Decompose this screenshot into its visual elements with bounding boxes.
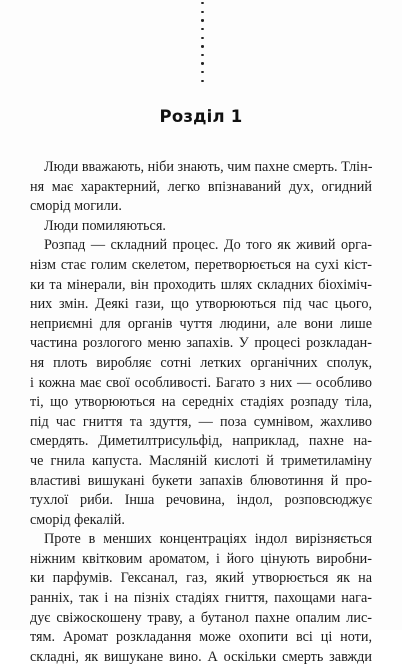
ornament-dot [201,19,204,21]
paragraph [30,217,372,237]
text-line: ня плоть виробляє сотні летких органічних сполук, [30,354,372,371]
text-line: че гнила капуста. Масляній кислоті й триметиламіну [30,452,372,469]
text-line: Розпад — складний процес. До того як живий орга- [44,237,372,254]
text-line: них змін. Деякі гази, що утворюються під час цього, [30,296,372,313]
text-line: частина розлогого меню запахів. У процесі розкладан- [30,335,372,352]
text-line: Люди вважають, ніби знають, чим пахне смерть. Тлін- [44,159,372,175]
ornament-dot [201,37,204,39]
text-line: ніжним квітковим ароматом, і його цінують виробни- [30,550,372,567]
text-line: тям. Аромат розкладання може охопити всі ці ноти, [30,629,372,646]
ornament-dot [201,80,204,82]
ornament-dot [201,11,204,13]
paragraph [30,236,372,530]
ornament-dot [201,28,204,30]
text-line: дує свіжоскошену траву, а бутанол пахне опалим лис- [30,609,372,626]
chapter-body [30,158,372,667]
text-line: під час гниття та здуття, — поза сумнівом, жахливо [30,413,372,430]
text-line: ки та мінерали, він проходить шлях складних біохіміч- [30,276,372,293]
text-line: ня має характерний, легко впізнаваний дух, огидний [30,178,372,195]
text-line: ки парфумів. Гексанал, газ, який утворюється як на [30,570,372,587]
text-line: смердять. Диметилтрисульфід, наприклад, пахне на- [30,433,372,450]
paragraph [30,158,372,217]
text-line: і кожна має свої особливості. Багато з них — особливо [30,374,372,391]
text-line: властиві вишукані букети запахів блювотиння й про- [30,472,372,489]
ornament-dot [201,2,204,4]
text-line: сморід фекалій. [30,511,125,528]
text-line: тухлої риби. Інша речовина, індол, розповсюджує [30,492,372,509]
text-line: нізм стає голим скелетом, перетворюється на сухі кіст- [30,256,372,273]
text-line: неприємні для органів чуття людини, але вони лише [30,315,372,332]
text-line: Проте в менших концентраціях індол вирізняється [44,531,372,548]
ornament-dots [200,0,204,82]
text-line: ранніх, так і на пізніх стадіях гниття, пахощами нага- [30,590,372,607]
text-line: Люди помиляються. [44,217,166,234]
text-line: складні, як вишукане вино. А оскільки смерть завжди [30,648,372,665]
ornament-dot [201,45,204,47]
ornament-dot [201,62,204,64]
chapter-title: Розділ 1 [159,107,243,127]
paragraph [30,530,372,667]
ornament-dot [201,54,204,56]
ornament-dot [201,71,204,73]
text-line: ті, що утворюються на середніх стадіях розпаду тіла, [30,394,372,411]
text-line: сморід могили. [30,198,122,215]
